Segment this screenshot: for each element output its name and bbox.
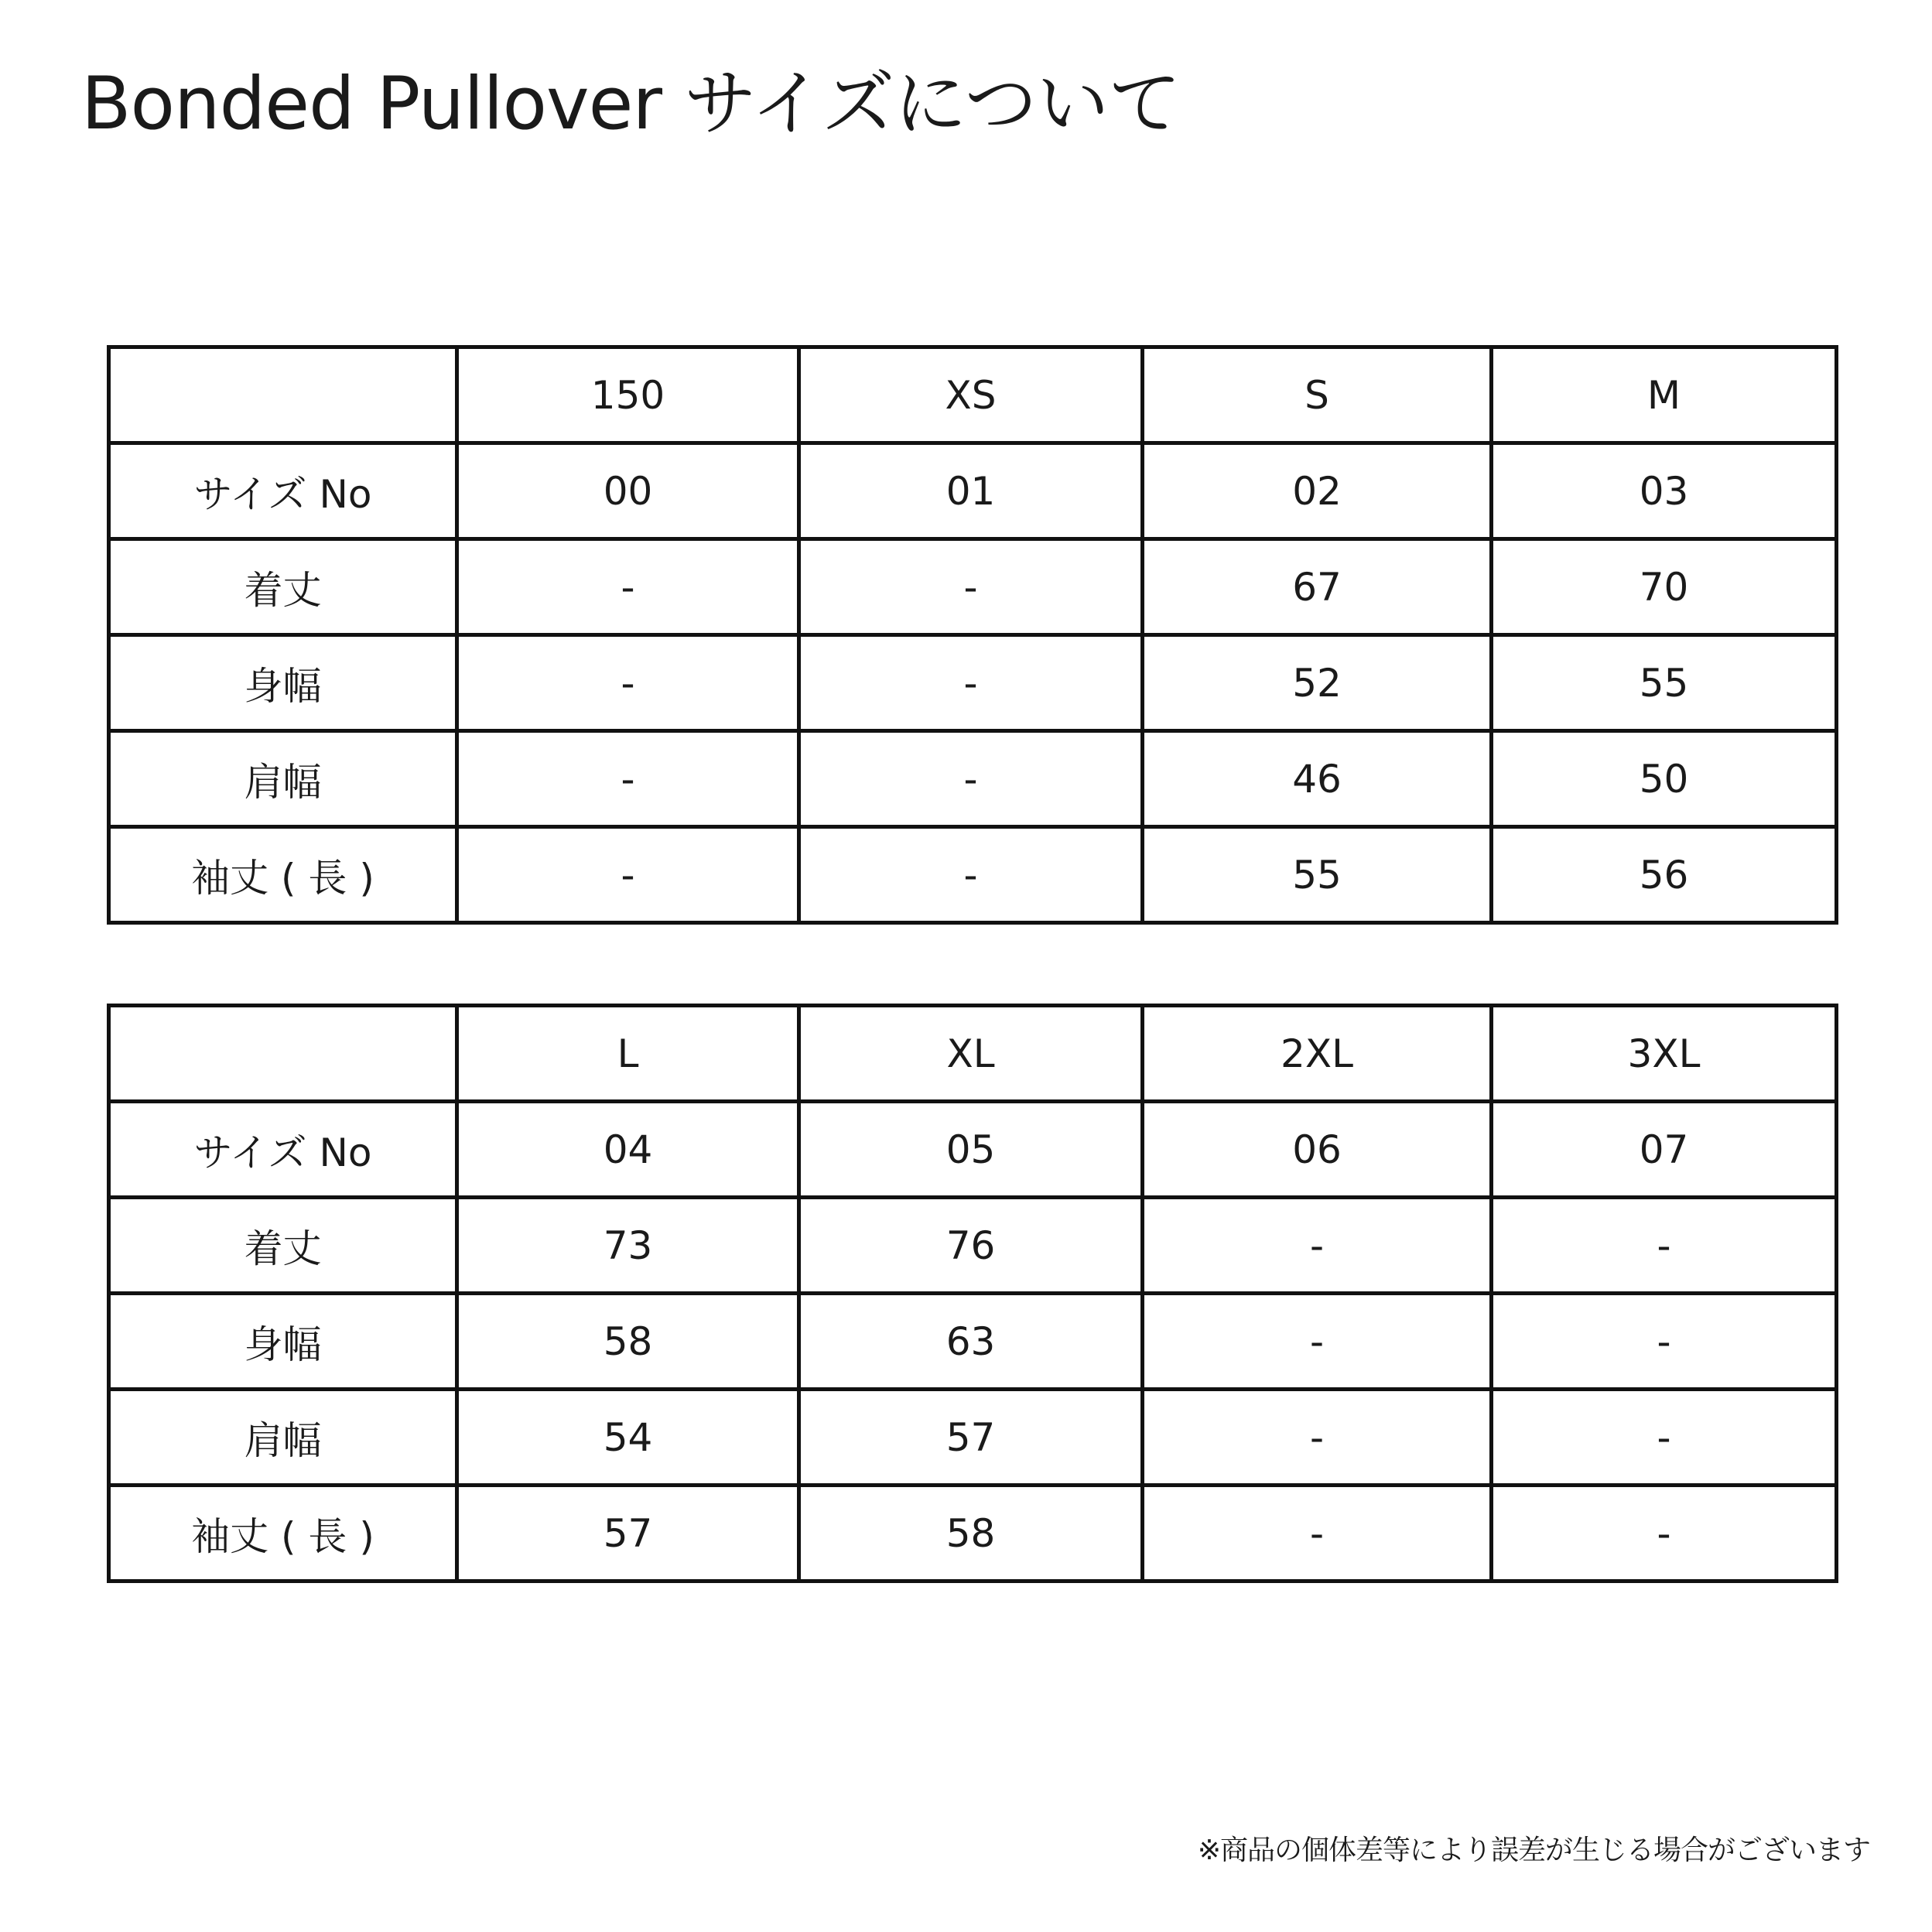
table-cell: 54 bbox=[457, 1390, 799, 1486]
header-cell-size: XS bbox=[799, 347, 1143, 443]
header-cell-empty bbox=[109, 347, 457, 443]
table-cell: - bbox=[457, 635, 799, 731]
table-cell: 76 bbox=[799, 1198, 1143, 1294]
table-cell: - bbox=[1143, 1198, 1492, 1294]
table-cell: 00 bbox=[457, 443, 799, 539]
table-cell: 57 bbox=[457, 1486, 799, 1582]
table-header-row bbox=[109, 347, 1837, 443]
header-cell-size: S bbox=[1143, 347, 1492, 443]
table-row bbox=[109, 539, 1837, 635]
table-cell: 46 bbox=[1143, 731, 1492, 827]
table-row bbox=[109, 635, 1837, 731]
table-row bbox=[109, 1390, 1837, 1486]
table-cell: 56 bbox=[1492, 827, 1837, 923]
table-row bbox=[109, 731, 1837, 827]
table-cell: 02 bbox=[1143, 443, 1492, 539]
table-cell: - bbox=[1492, 1294, 1837, 1390]
table-cell: - bbox=[1143, 1486, 1492, 1582]
table-row bbox=[109, 1486, 1837, 1582]
table-cell: 06 bbox=[1143, 1102, 1492, 1198]
row-label: 着丈 bbox=[109, 539, 457, 635]
row-label: 着丈 bbox=[109, 1198, 457, 1294]
table-cell: 57 bbox=[799, 1390, 1143, 1486]
header-cell-size: 150 bbox=[457, 347, 799, 443]
table-cell: - bbox=[457, 539, 799, 635]
table-cell: 03 bbox=[1492, 443, 1837, 539]
table-cell: - bbox=[457, 827, 799, 923]
footnote: ※商品の個体差等により誤差が生じる場合がございます bbox=[1197, 1835, 1870, 1866]
row-label: 袖丈 ( 長 ) bbox=[109, 827, 457, 923]
table-cell: 50 bbox=[1492, 731, 1837, 827]
table-cell: 67 bbox=[1143, 539, 1492, 635]
header-cell-size: L bbox=[457, 1006, 799, 1102]
header-cell-size: M bbox=[1492, 347, 1837, 443]
row-label: 身幅 bbox=[109, 1294, 457, 1390]
table-cell: - bbox=[1492, 1198, 1837, 1294]
table-cell: 05 bbox=[799, 1102, 1143, 1198]
table-cell: - bbox=[1143, 1294, 1492, 1390]
table-cell: 58 bbox=[457, 1294, 799, 1390]
header-cell-size: XL bbox=[799, 1006, 1143, 1102]
table-cell: 58 bbox=[799, 1486, 1143, 1582]
table-cell: 63 bbox=[799, 1294, 1143, 1390]
table-row bbox=[109, 827, 1837, 923]
table-cell: - bbox=[799, 635, 1143, 731]
table-header-row bbox=[109, 1006, 1837, 1102]
table-cell: 07 bbox=[1492, 1102, 1837, 1198]
table-cell: 55 bbox=[1143, 827, 1492, 923]
table-row bbox=[109, 443, 1837, 539]
table-row bbox=[109, 1294, 1837, 1390]
table-cell: - bbox=[457, 731, 799, 827]
header-cell-empty bbox=[109, 1006, 457, 1102]
row-label: サイズ No bbox=[109, 1102, 457, 1198]
size-table-1 bbox=[107, 345, 1838, 925]
table-cell: 52 bbox=[1143, 635, 1492, 731]
table-cell: 70 bbox=[1492, 539, 1837, 635]
table-cell: 73 bbox=[457, 1198, 799, 1294]
page-title: Bonded Pullover サイズについて bbox=[81, 62, 1181, 146]
table-cell: - bbox=[799, 827, 1143, 923]
size-table-2 bbox=[107, 1004, 1838, 1583]
table-cell: - bbox=[799, 539, 1143, 635]
table-row bbox=[109, 1198, 1837, 1294]
row-label: 肩幅 bbox=[109, 731, 457, 827]
row-label: 袖丈 ( 長 ) bbox=[109, 1486, 457, 1582]
table-cell: - bbox=[1492, 1486, 1837, 1582]
table-cell: 55 bbox=[1492, 635, 1837, 731]
row-label: 身幅 bbox=[109, 635, 457, 731]
header-cell-size: 2XL bbox=[1143, 1006, 1492, 1102]
table-cell: 04 bbox=[457, 1102, 799, 1198]
table-cell: - bbox=[1492, 1390, 1837, 1486]
row-label: サイズ No bbox=[109, 443, 457, 539]
table-cell: 01 bbox=[799, 443, 1143, 539]
row-label: 肩幅 bbox=[109, 1390, 457, 1486]
table-cell: - bbox=[1143, 1390, 1492, 1486]
table-row bbox=[109, 1102, 1837, 1198]
header-cell-size: 3XL bbox=[1492, 1006, 1837, 1102]
table-cell: - bbox=[799, 731, 1143, 827]
